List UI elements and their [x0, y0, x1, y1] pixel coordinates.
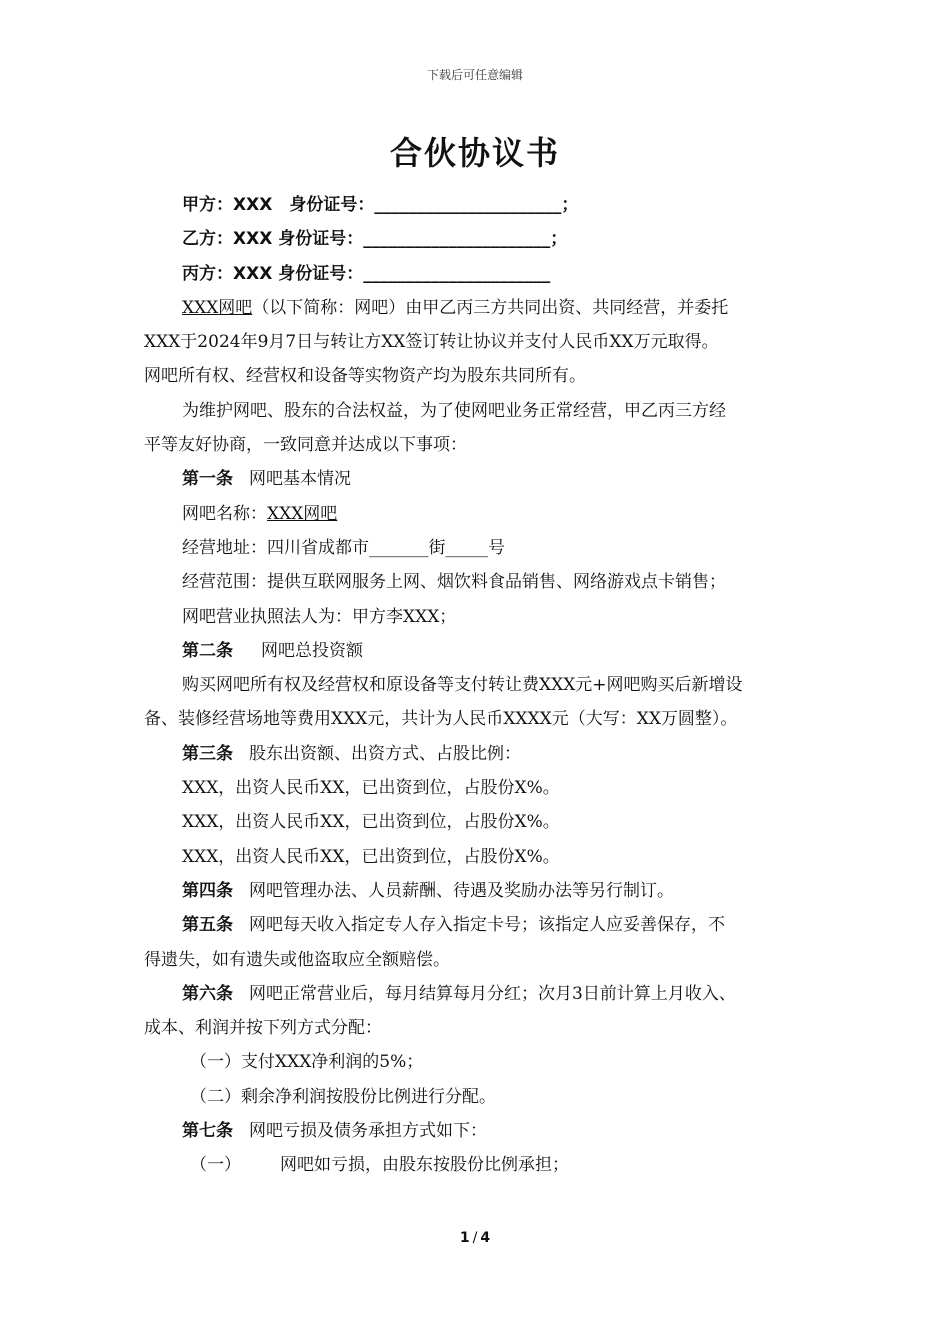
netcafe-name-label: 网吧名称： [182, 503, 267, 524]
total-pages: 4 [480, 1230, 491, 1246]
header-note: 下载后可任意编辑 [426, 68, 523, 82]
party-c: 丙方：XXX 身份证号：______________________ [182, 263, 551, 284]
article-7-label: 第七条 [182, 1121, 233, 1142]
article-7-title: 网吧亏损及债务承担方式如下： [249, 1121, 487, 1142]
shareholder-row: XXX，出资人民币XX，已出资到位，占股份X%。 [182, 846, 560, 867]
article-5-label: 第五条 [182, 915, 233, 936]
article-1-title: 网吧基本情况 [249, 469, 351, 490]
article-3-title: 股东出资额、出资方式、占股比例： [249, 743, 521, 764]
intro-p2-line2: 平等友好协商，一致同意并达成以下事项： [144, 435, 467, 456]
netcafe-name: XXX网吧 [182, 297, 253, 318]
article-6-line2: 成本、利润并按下列方式分配： [144, 1018, 382, 1039]
business-scope: 经营范围：提供互联网服务上网、烟饮料食品销售、网络游戏点卡销售； [182, 572, 726, 593]
article-7-item-1 [144, 1148, 824, 1182]
article-6-item-1: （一）支付XXX净利润的5%； [190, 1052, 424, 1073]
article-5-text: 网吧每天收入指定专人存入指定卡号；该指定人应妥善保存，不 [249, 915, 725, 936]
article-7-item-1-text: 网吧如亏损，由股东按股份比例承担； [280, 1155, 569, 1176]
page-separator: / [472, 1230, 478, 1246]
netcafe-name-line [144, 497, 824, 531]
article-6-line1 [144, 977, 824, 1011]
legal-representative: 网吧营业执照法人为：甲方李XXX； [182, 606, 457, 627]
intro-p1-line2: XXX于2024年9月7日与转让方XX签订转让协议并支付人民币XX万元取得。 [144, 332, 719, 353]
article-2-title: 网吧总投资额 [261, 640, 363, 661]
article-5-line2: 得遗失，如有遗失或他盗取应全额赔偿。 [144, 949, 450, 970]
article-2-heading [144, 634, 824, 668]
article-4 [144, 874, 824, 908]
article-4-label: 第四条 [182, 880, 233, 901]
current-page: 1 [459, 1230, 470, 1246]
article-2-line1: 购买网吧所有权及经营权和原设备等支付转让费XXX元+网吧购买后新增设 [182, 675, 743, 696]
article-7-item-1-number: （一） [190, 1155, 241, 1176]
article-6-text: 网吧正常营业后，每月结算每月分红；次月3日前计算上月收入、 [249, 983, 736, 1004]
article-5-line1 [144, 908, 824, 942]
article-2-label: 第二条 [182, 640, 233, 661]
business-address: 经营地址：四川省成都市_______街_____号 [182, 537, 505, 558]
article-1-label: 第一条 [182, 469, 233, 490]
intro-p1-line3: 网吧所有权、经营权和设备等实物资产均为股东共同所有。 [144, 366, 586, 387]
article-7-heading [144, 1114, 824, 1148]
article-3-label: 第三条 [182, 743, 233, 764]
article-6-item-2: （二）剩余净利润按股份比例进行分配。 [190, 1086, 496, 1107]
page-number [0, 1230, 950, 1246]
article-4-text: 网吧管理办法、人员薪酬、待遇及奖励办法等另行制订。 [249, 880, 674, 901]
party-b: 乙方：XXX 身份证号：______________________； [182, 229, 568, 250]
intro-p2-line1: 为维护网吧、股东的合法权益，为了使网吧业务正常经营，甲乙丙三方经 [182, 400, 726, 421]
document-title: 合伙协议书 [389, 134, 560, 172]
shareholder-row: XXX，出资人民币XX，已出资到位，占股份X%。 [182, 812, 560, 833]
intro-p1-rest: （以下简称：网吧）由甲乙丙三方共同出资、共同经营，并委托 [252, 297, 729, 318]
article-1-heading [144, 462, 824, 496]
document-body [144, 188, 824, 1183]
article-3-heading [144, 737, 824, 771]
article-2-line2: 备、装修经营场地等费用XXX元，共计为人民币XXXX元（大写：XX万圆整）。 [144, 709, 738, 730]
article-6-label: 第六条 [182, 983, 233, 1004]
party-a: 甲方：XXX 身份证号：______________________； [182, 195, 579, 215]
netcafe-name-value: XXX网吧 [267, 503, 338, 524]
shareholder-row: XXX，出资人民币XX，已出资到位，占股份X%。 [182, 778, 560, 799]
intro-p1-line1 [144, 291, 824, 325]
